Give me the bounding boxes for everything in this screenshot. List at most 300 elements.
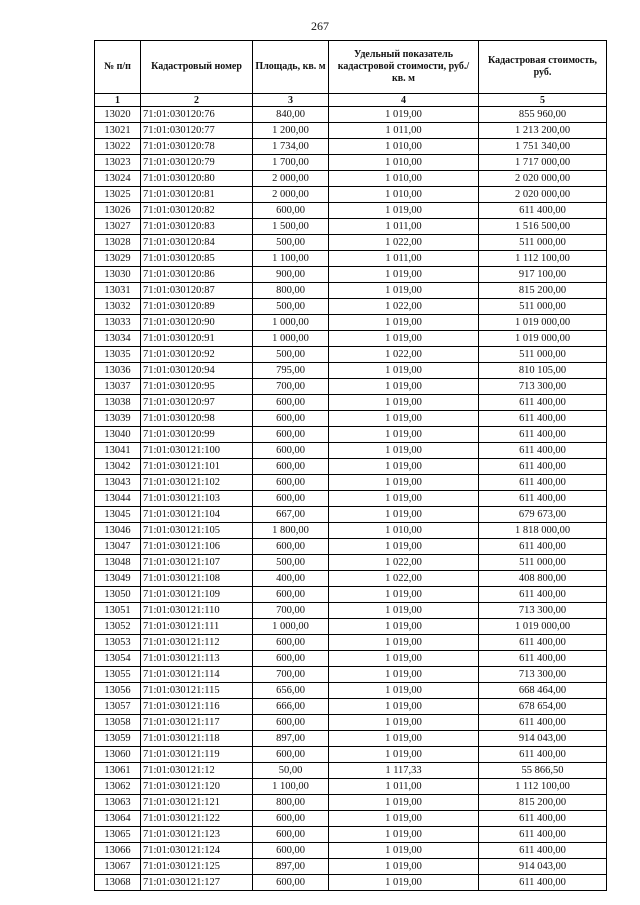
cadastral-number-cell: 71:01:030120:92 xyxy=(141,347,253,363)
unit-value-cell: 1 019,00 xyxy=(329,603,479,619)
row-number-cell: 13052 xyxy=(95,619,141,635)
unit-value-cell: 1 117,33 xyxy=(329,763,479,779)
area-cell: 2 000,00 xyxy=(253,187,329,203)
row-number-cell: 13050 xyxy=(95,587,141,603)
cadastral-number-cell: 71:01:030120:83 xyxy=(141,219,253,235)
table-row xyxy=(95,347,607,363)
cadastral-value-cell: 1 019 000,00 xyxy=(479,619,607,635)
cadastral-number-cell: 71:01:030121:112 xyxy=(141,635,253,651)
cadastral-value-cell: 611 400,00 xyxy=(479,459,607,475)
column-number: 3 xyxy=(253,94,329,107)
area-cell: 700,00 xyxy=(253,603,329,619)
table-row xyxy=(95,747,607,763)
unit-value-cell: 1 019,00 xyxy=(329,635,479,651)
table-row xyxy=(95,571,607,587)
unit-value-cell: 1 019,00 xyxy=(329,203,479,219)
cadastral-number-cell: 71:01:030120:81 xyxy=(141,187,253,203)
row-number-cell: 13040 xyxy=(95,427,141,443)
row-number-cell: 13025 xyxy=(95,187,141,203)
unit-value-cell: 1 011,00 xyxy=(329,779,479,795)
cadastral-value-cell: 611 400,00 xyxy=(479,747,607,763)
area-cell: 400,00 xyxy=(253,571,329,587)
cadastral-number-cell: 71:01:030121:122 xyxy=(141,811,253,827)
cadastral-value-table xyxy=(94,40,607,891)
row-number-cell: 13059 xyxy=(95,731,141,747)
cadastral-value-cell: 611 400,00 xyxy=(479,651,607,667)
area-cell: 600,00 xyxy=(253,411,329,427)
cadastral-number-cell: 71:01:030120:97 xyxy=(141,395,253,411)
unit-value-cell: 1 011,00 xyxy=(329,251,479,267)
cadastral-value-cell: 1 516 500,00 xyxy=(479,219,607,235)
area-cell: 600,00 xyxy=(253,459,329,475)
cadastral-number-cell: 71:01:030121:121 xyxy=(141,795,253,811)
row-number-cell: 13061 xyxy=(95,763,141,779)
unit-value-cell: 1 019,00 xyxy=(329,811,479,827)
unit-value-cell: 1 019,00 xyxy=(329,715,479,731)
area-cell: 600,00 xyxy=(253,491,329,507)
area-cell: 600,00 xyxy=(253,443,329,459)
unit-value-cell: 1 022,00 xyxy=(329,235,479,251)
row-number-cell: 13060 xyxy=(95,747,141,763)
cadastral-value-cell: 1 717 000,00 xyxy=(479,155,607,171)
cadastral-number-cell: 71:01:030121:120 xyxy=(141,779,253,795)
cadastral-number-cell: 71:01:030121:108 xyxy=(141,571,253,587)
cadastral-number-cell: 71:01:030121:100 xyxy=(141,443,253,459)
unit-value-cell: 1 019,00 xyxy=(329,539,479,555)
table-header xyxy=(95,41,607,107)
area-cell: 600,00 xyxy=(253,843,329,859)
row-number-cell: 13036 xyxy=(95,363,141,379)
table-row xyxy=(95,267,607,283)
table-row xyxy=(95,363,607,379)
area-cell: 600,00 xyxy=(253,651,329,667)
table-row xyxy=(95,123,607,139)
area-cell: 900,00 xyxy=(253,267,329,283)
table-row xyxy=(95,587,607,603)
row-number-cell: 13042 xyxy=(95,459,141,475)
cadastral-number-cell: 71:01:030120:77 xyxy=(141,123,253,139)
table-row xyxy=(95,235,607,251)
unit-value-cell: 1 010,00 xyxy=(329,155,479,171)
table-row xyxy=(95,171,607,187)
row-number-cell: 13058 xyxy=(95,715,141,731)
area-cell: 600,00 xyxy=(253,587,329,603)
unit-value-cell: 1 019,00 xyxy=(329,443,479,459)
cadastral-value-cell: 611 400,00 xyxy=(479,635,607,651)
cadastral-number-cell: 71:01:030121:115 xyxy=(141,683,253,699)
row-number-cell: 13049 xyxy=(95,571,141,587)
cadastral-value-cell: 2 020 000,00 xyxy=(479,171,607,187)
row-number-cell: 13031 xyxy=(95,283,141,299)
cadastral-number-cell: 71:01:030121:113 xyxy=(141,651,253,667)
cadastral-number-cell: 71:01:030121:12 xyxy=(141,763,253,779)
table-row xyxy=(95,779,607,795)
area-cell: 800,00 xyxy=(253,795,329,811)
area-cell: 656,00 xyxy=(253,683,329,699)
cadastral-number-cell: 71:01:030120:80 xyxy=(141,171,253,187)
cadastral-value-cell: 1 112 100,00 xyxy=(479,251,607,267)
area-cell: 840,00 xyxy=(253,107,329,123)
unit-value-cell: 1 019,00 xyxy=(329,843,479,859)
unit-value-cell: 1 022,00 xyxy=(329,299,479,315)
cadastral-value-cell: 408 800,00 xyxy=(479,571,607,587)
cadastral-value-cell: 713 300,00 xyxy=(479,667,607,683)
unit-value-cell: 1 019,00 xyxy=(329,283,479,299)
column-number: 5 xyxy=(479,94,607,107)
cadastral-value-cell: 815 200,00 xyxy=(479,795,607,811)
cadastral-number-cell: 71:01:030121:110 xyxy=(141,603,253,619)
cadastral-value-cell: 611 400,00 xyxy=(479,475,607,491)
header-area: Площадь, кв. м xyxy=(253,41,329,94)
table-row xyxy=(95,427,607,443)
area-cell: 600,00 xyxy=(253,427,329,443)
table-row xyxy=(95,379,607,395)
table-row xyxy=(95,795,607,811)
cadastral-value-cell: 611 400,00 xyxy=(479,875,607,891)
cadastral-value-cell: 1 818 000,00 xyxy=(479,523,607,539)
area-cell: 600,00 xyxy=(253,715,329,731)
table-row xyxy=(95,875,607,891)
area-cell: 1 500,00 xyxy=(253,219,329,235)
table-row xyxy=(95,619,607,635)
cadastral-number-cell: 71:01:030121:124 xyxy=(141,843,253,859)
cadastral-value-cell: 611 400,00 xyxy=(479,427,607,443)
row-number-cell: 13029 xyxy=(95,251,141,267)
header-cadastral-value: Кадастровая стоимость, руб. xyxy=(479,41,607,94)
cadastral-value-cell: 611 400,00 xyxy=(479,715,607,731)
table-row xyxy=(95,283,607,299)
unit-value-cell: 1 019,00 xyxy=(329,379,479,395)
unit-value-cell: 1 019,00 xyxy=(329,651,479,667)
cadastral-number-cell: 71:01:030121:123 xyxy=(141,827,253,843)
unit-value-cell: 1 019,00 xyxy=(329,667,479,683)
row-number-cell: 13028 xyxy=(95,235,141,251)
row-number-cell: 13053 xyxy=(95,635,141,651)
table-row xyxy=(95,331,607,347)
row-number-cell: 13020 xyxy=(95,107,141,123)
cadastral-value-cell: 611 400,00 xyxy=(479,395,607,411)
area-cell: 600,00 xyxy=(253,475,329,491)
unit-value-cell: 1 010,00 xyxy=(329,187,479,203)
unit-value-cell: 1 019,00 xyxy=(329,331,479,347)
unit-value-cell: 1 019,00 xyxy=(329,875,479,891)
cadastral-value-cell: 1 213 200,00 xyxy=(479,123,607,139)
cadastral-value-cell: 1 019 000,00 xyxy=(479,331,607,347)
area-cell: 500,00 xyxy=(253,347,329,363)
row-number-cell: 13022 xyxy=(95,139,141,155)
unit-value-cell: 1 019,00 xyxy=(329,747,479,763)
cadastral-number-cell: 71:01:030121:118 xyxy=(141,731,253,747)
header-cadastral-number: Кадастровый номер xyxy=(141,41,253,94)
table-row xyxy=(95,635,607,651)
area-cell: 500,00 xyxy=(253,555,329,571)
unit-value-cell: 1 019,00 xyxy=(329,731,479,747)
unit-value-cell: 1 019,00 xyxy=(329,459,479,475)
table-row xyxy=(95,315,607,331)
unit-value-cell: 1 019,00 xyxy=(329,491,479,507)
cadastral-number-cell: 71:01:030121:103 xyxy=(141,491,253,507)
row-number-cell: 13051 xyxy=(95,603,141,619)
row-number-cell: 13033 xyxy=(95,315,141,331)
row-number-cell: 13035 xyxy=(95,347,141,363)
cadastral-value-cell: 678 654,00 xyxy=(479,699,607,715)
table-body xyxy=(95,107,607,891)
row-number-cell: 13041 xyxy=(95,443,141,459)
row-number-cell: 13032 xyxy=(95,299,141,315)
area-cell: 700,00 xyxy=(253,379,329,395)
cadastral-value-cell: 55 866,50 xyxy=(479,763,607,779)
cadastral-number-cell: 71:01:030120:99 xyxy=(141,427,253,443)
table-row xyxy=(95,475,607,491)
area-cell: 600,00 xyxy=(253,747,329,763)
area-cell: 600,00 xyxy=(253,827,329,843)
cadastral-value-cell: 611 400,00 xyxy=(479,539,607,555)
header-row xyxy=(95,41,607,94)
row-number-cell: 13024 xyxy=(95,171,141,187)
area-cell: 500,00 xyxy=(253,299,329,315)
table-row xyxy=(95,155,607,171)
cadastral-number-cell: 71:01:030120:78 xyxy=(141,139,253,155)
cadastral-value-cell: 914 043,00 xyxy=(479,731,607,747)
cadastral-number-cell: 71:01:030120:79 xyxy=(141,155,253,171)
cadastral-value-cell: 611 400,00 xyxy=(479,411,607,427)
cadastral-number-cell: 71:01:030121:104 xyxy=(141,507,253,523)
unit-value-cell: 1 019,00 xyxy=(329,395,479,411)
row-number-cell: 13047 xyxy=(95,539,141,555)
cadastral-number-cell: 71:01:030120:89 xyxy=(141,299,253,315)
row-number-cell: 13067 xyxy=(95,859,141,875)
row-number-cell: 13045 xyxy=(95,507,141,523)
area-cell: 897,00 xyxy=(253,859,329,875)
table-row xyxy=(95,811,607,827)
cadastral-value-cell: 855 960,00 xyxy=(479,107,607,123)
area-cell: 1 000,00 xyxy=(253,331,329,347)
area-cell: 2 000,00 xyxy=(253,171,329,187)
area-cell: 600,00 xyxy=(253,539,329,555)
unit-value-cell: 1 019,00 xyxy=(329,267,479,283)
area-cell: 600,00 xyxy=(253,811,329,827)
area-cell: 1 000,00 xyxy=(253,315,329,331)
unit-value-cell: 1 019,00 xyxy=(329,795,479,811)
cadastral-value-cell: 611 400,00 xyxy=(479,843,607,859)
table-row xyxy=(95,507,607,523)
table-row xyxy=(95,443,607,459)
table-row xyxy=(95,651,607,667)
table-row xyxy=(95,843,607,859)
unit-value-cell: 1 022,00 xyxy=(329,555,479,571)
cadastral-value-cell: 611 400,00 xyxy=(479,443,607,459)
area-cell: 600,00 xyxy=(253,203,329,219)
row-number-cell: 13021 xyxy=(95,123,141,139)
cadastral-value-cell: 917 100,00 xyxy=(479,267,607,283)
row-number-cell: 13023 xyxy=(95,155,141,171)
cadastral-number-cell: 71:01:030120:85 xyxy=(141,251,253,267)
area-cell: 700,00 xyxy=(253,667,329,683)
cadastral-value-cell: 815 200,00 xyxy=(479,283,607,299)
area-cell: 1 700,00 xyxy=(253,155,329,171)
cadastral-number-cell: 71:01:030121:119 xyxy=(141,747,253,763)
cadastral-value-cell: 511 000,00 xyxy=(479,299,607,315)
row-number-cell: 13027 xyxy=(95,219,141,235)
cadastral-number-cell: 71:01:030121:102 xyxy=(141,475,253,491)
cadastral-number-cell: 71:01:030121:105 xyxy=(141,523,253,539)
cadastral-value-cell: 1 019 000,00 xyxy=(479,315,607,331)
cadastral-value-cell: 511 000,00 xyxy=(479,555,607,571)
row-number-cell: 13030 xyxy=(95,267,141,283)
cadastral-number-cell: 71:01:030121:125 xyxy=(141,859,253,875)
row-number-cell: 13037 xyxy=(95,379,141,395)
row-number-cell: 13068 xyxy=(95,875,141,891)
cadastral-number-cell: 71:01:030120:91 xyxy=(141,331,253,347)
row-number-cell: 13039 xyxy=(95,411,141,427)
unit-value-cell: 1 022,00 xyxy=(329,571,479,587)
cadastral-value-cell: 1 751 340,00 xyxy=(479,139,607,155)
area-cell: 897,00 xyxy=(253,731,329,747)
cadastral-number-cell: 71:01:030120:87 xyxy=(141,283,253,299)
area-cell: 666,00 xyxy=(253,699,329,715)
cadastral-value-cell: 713 300,00 xyxy=(479,379,607,395)
area-cell: 1 800,00 xyxy=(253,523,329,539)
table-row xyxy=(95,827,607,843)
cadastral-number-cell: 71:01:030120:95 xyxy=(141,379,253,395)
row-number-cell: 13057 xyxy=(95,699,141,715)
header-unit-value: Удельный показатель кадастровой стоимости, руб./кв. м xyxy=(329,41,479,94)
row-number-cell: 13054 xyxy=(95,651,141,667)
unit-value-cell: 1 019,00 xyxy=(329,107,479,123)
row-number-cell: 13064 xyxy=(95,811,141,827)
table-row xyxy=(95,251,607,267)
unit-value-cell: 1 010,00 xyxy=(329,523,479,539)
table-row xyxy=(95,523,607,539)
area-cell: 1 000,00 xyxy=(253,619,329,635)
cadastral-number-cell: 71:01:030120:76 xyxy=(141,107,253,123)
column-numbering-row xyxy=(95,94,607,107)
area-cell: 500,00 xyxy=(253,235,329,251)
table-row xyxy=(95,411,607,427)
row-number-cell: 13044 xyxy=(95,491,141,507)
row-number-cell: 13046 xyxy=(95,523,141,539)
area-cell: 1 200,00 xyxy=(253,123,329,139)
unit-value-cell: 1 022,00 xyxy=(329,347,479,363)
cadastral-value-cell: 810 105,00 xyxy=(479,363,607,379)
row-number-cell: 13043 xyxy=(95,475,141,491)
table-row xyxy=(95,395,607,411)
table-row xyxy=(95,683,607,699)
unit-value-cell: 1 019,00 xyxy=(329,859,479,875)
table-row xyxy=(95,539,607,555)
cadastral-value-cell: 713 300,00 xyxy=(479,603,607,619)
unit-value-cell: 1 019,00 xyxy=(329,507,479,523)
cadastral-number-cell: 71:01:030121:109 xyxy=(141,587,253,603)
unit-value-cell: 1 010,00 xyxy=(329,171,479,187)
unit-value-cell: 1 019,00 xyxy=(329,475,479,491)
cadastral-number-cell: 71:01:030121:106 xyxy=(141,539,253,555)
table-row xyxy=(95,715,607,731)
area-cell: 50,00 xyxy=(253,763,329,779)
unit-value-cell: 1 019,00 xyxy=(329,363,479,379)
unit-value-cell: 1 019,00 xyxy=(329,427,479,443)
row-number-cell: 13055 xyxy=(95,667,141,683)
column-number: 4 xyxy=(329,94,479,107)
page-number: 267 xyxy=(311,19,329,33)
area-cell: 1 100,00 xyxy=(253,779,329,795)
cadastral-number-cell: 71:01:030120:94 xyxy=(141,363,253,379)
unit-value-cell: 1 019,00 xyxy=(329,411,479,427)
cadastral-value-cell: 611 400,00 xyxy=(479,811,607,827)
row-number-cell: 13066 xyxy=(95,843,141,859)
table-row xyxy=(95,299,607,315)
cadastral-value-cell: 611 400,00 xyxy=(479,203,607,219)
unit-value-cell: 1 019,00 xyxy=(329,683,479,699)
table-row xyxy=(95,491,607,507)
unit-value-cell: 1 010,00 xyxy=(329,139,479,155)
header-row-number: № п/п xyxy=(95,41,141,94)
area-cell: 600,00 xyxy=(253,875,329,891)
area-cell: 795,00 xyxy=(253,363,329,379)
unit-value-cell: 1 019,00 xyxy=(329,619,479,635)
cadastral-value-cell: 611 400,00 xyxy=(479,827,607,843)
column-number: 1 xyxy=(95,94,141,107)
cadastral-number-cell: 71:01:030120:90 xyxy=(141,315,253,331)
unit-value-cell: 1 019,00 xyxy=(329,587,479,603)
unit-value-cell: 1 019,00 xyxy=(329,827,479,843)
unit-value-cell: 1 019,00 xyxy=(329,699,479,715)
unit-value-cell: 1 011,00 xyxy=(329,219,479,235)
cadastral-number-cell: 71:01:030121:114 xyxy=(141,667,253,683)
cadastral-value-cell: 511 000,00 xyxy=(479,235,607,251)
row-number-cell: 13034 xyxy=(95,331,141,347)
area-cell: 1 734,00 xyxy=(253,139,329,155)
unit-value-cell: 1 011,00 xyxy=(329,123,479,139)
table-row xyxy=(95,603,607,619)
row-number-cell: 13063 xyxy=(95,795,141,811)
cadastral-number-cell: 71:01:030120:84 xyxy=(141,235,253,251)
column-number: 2 xyxy=(141,94,253,107)
cadastral-value-cell: 1 112 100,00 xyxy=(479,779,607,795)
cadastral-number-cell: 71:01:030120:82 xyxy=(141,203,253,219)
table-row xyxy=(95,187,607,203)
row-number-cell: 13056 xyxy=(95,683,141,699)
row-number-cell: 13026 xyxy=(95,203,141,219)
row-number-cell: 13048 xyxy=(95,555,141,571)
cadastral-value-cell: 611 400,00 xyxy=(479,587,607,603)
area-cell: 1 100,00 xyxy=(253,251,329,267)
table-row xyxy=(95,699,607,715)
row-number-cell: 13062 xyxy=(95,779,141,795)
cadastral-number-cell: 71:01:030121:117 xyxy=(141,715,253,731)
table-row xyxy=(95,859,607,875)
area-cell: 600,00 xyxy=(253,635,329,651)
table-row xyxy=(95,763,607,779)
cadastral-value-cell: 668 464,00 xyxy=(479,683,607,699)
table-row xyxy=(95,667,607,683)
cadastral-value-cell: 2 020 000,00 xyxy=(479,187,607,203)
cadastral-number-cell: 71:01:030121:107 xyxy=(141,555,253,571)
table-row xyxy=(95,731,607,747)
cadastral-value-cell: 511 000,00 xyxy=(479,347,607,363)
table-row xyxy=(95,219,607,235)
cadastral-value-cell: 914 043,00 xyxy=(479,859,607,875)
row-number-cell: 13065 xyxy=(95,827,141,843)
table-row xyxy=(95,555,607,571)
table-row xyxy=(95,203,607,219)
cadastral-number-cell: 71:01:030120:86 xyxy=(141,267,253,283)
area-cell: 800,00 xyxy=(253,283,329,299)
area-cell: 600,00 xyxy=(253,395,329,411)
area-cell: 667,00 xyxy=(253,507,329,523)
cadastral-value-cell: 611 400,00 xyxy=(479,491,607,507)
cadastral-number-cell: 71:01:030121:116 xyxy=(141,699,253,715)
